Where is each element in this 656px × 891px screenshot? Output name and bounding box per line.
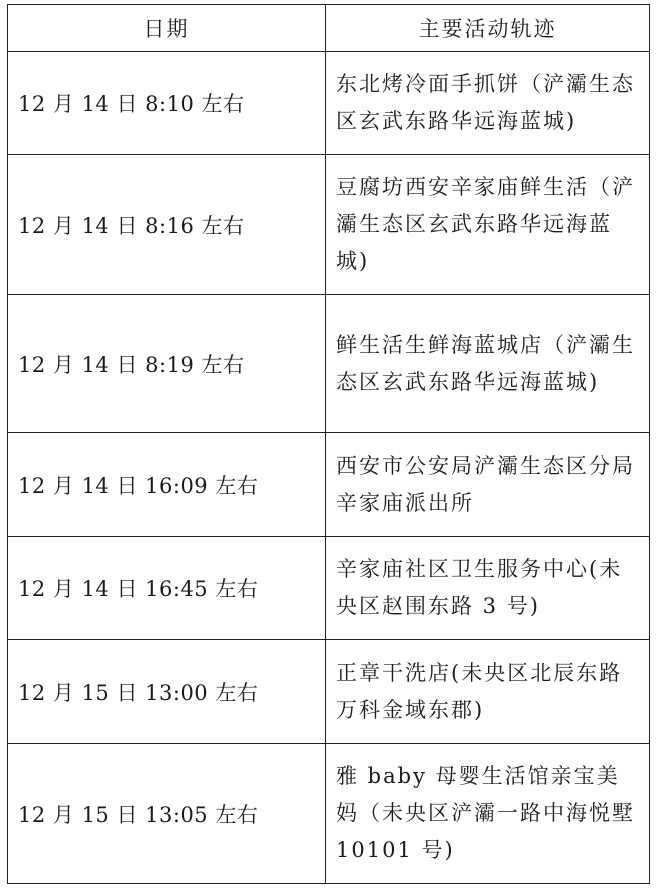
date-cell: 12 月 14 日 8:16 左右 <box>8 155 326 295</box>
location-cell: 豆腐坊西安辛家庙鲜生活（浐灞生态区玄武东路华远海蓝城) <box>326 155 650 295</box>
activity-track-table <box>7 4 650 884</box>
table-row <box>8 537 650 640</box>
location-cell: 东北烤冷面手抓饼（浐灞生态区玄武东路华远海蓝城) <box>326 52 650 155</box>
table-row <box>8 155 650 295</box>
date-cell: 12 月 15 日 13:00 左右 <box>8 640 326 744</box>
table-row <box>8 433 650 537</box>
date-cell: 12 月 14 日 16:45 左右 <box>8 537 326 640</box>
location-cell: 正章干洗店(未央区北辰东路万科金域东郡) <box>326 640 650 744</box>
table-row <box>8 640 650 744</box>
location-cell: 辛家庙社区卫生服务中心(未央区赵围东路 3 号) <box>326 537 650 640</box>
table-row <box>8 52 650 155</box>
date-cell: 12 月 14 日 16:09 左右 <box>8 433 326 537</box>
table-row <box>8 295 650 433</box>
table-row <box>8 744 650 884</box>
location-cell: 雅 baby 母婴生活馆亲宝美妈（未央区浐灞一路中海悦墅 10101 号) <box>326 744 650 884</box>
location-cell: 西安市公安局浐灞生态区分局辛家庙派出所 <box>326 433 650 537</box>
date-cell: 12 月 14 日 8:10 左右 <box>8 52 326 155</box>
location-cell: 鲜生活生鲜海蓝城店（浐灞生态区玄武东路华远海蓝城) <box>326 295 650 433</box>
date-cell: 12 月 14 日 8:19 左右 <box>8 295 326 433</box>
table-header-row <box>8 5 650 52</box>
header-location: 主要活动轨迹 <box>326 5 650 52</box>
header-date: 日期 <box>8 5 326 52</box>
date-cell: 12 月 15 日 13:05 左右 <box>8 744 326 884</box>
